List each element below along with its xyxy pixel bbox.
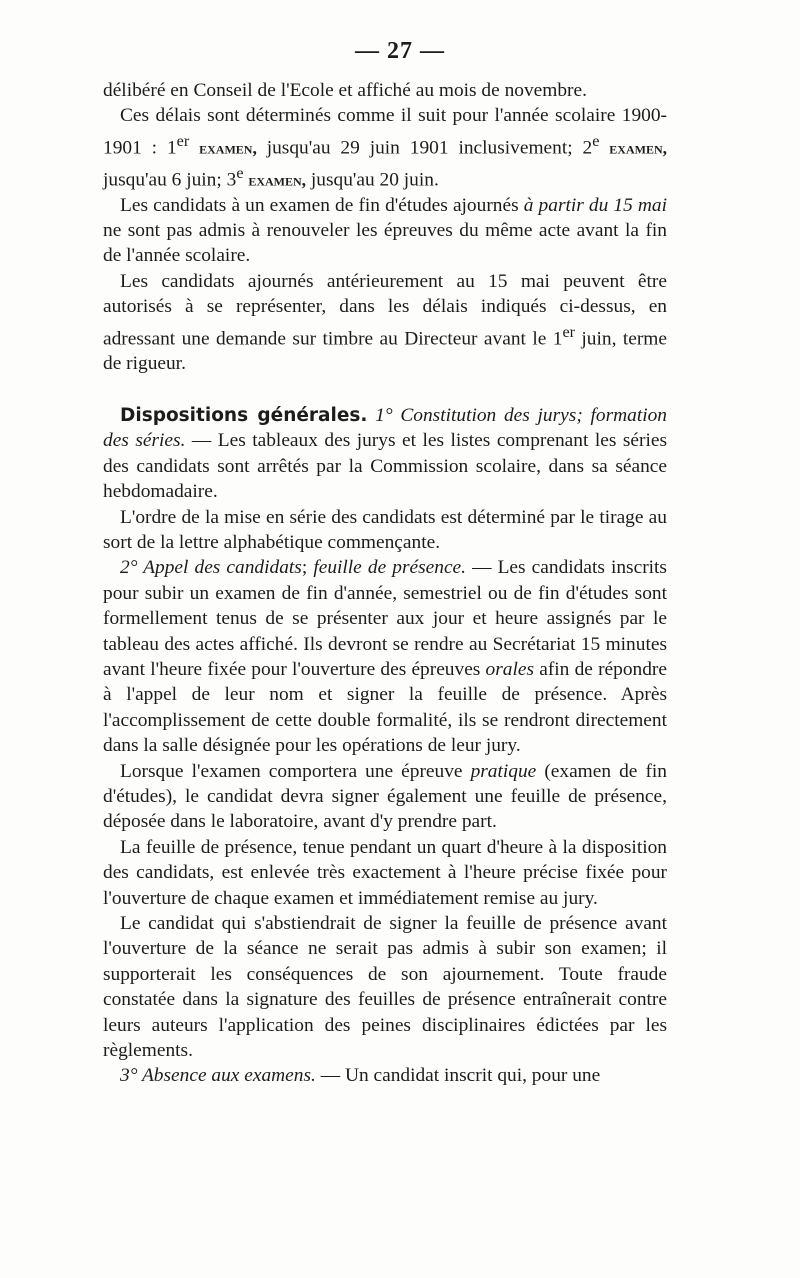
p3-text-b: ne sont pas admis à renouveler les épreuves du même acte avant la fin de l'année scolaire. — [103, 219, 667, 267]
paragraph-11 — [103, 1063, 667, 1088]
p5-text-b: — Les tableaux des jurys et les listes comprenant les séries des candidats sont arrêtés par la Commission scolaire, dans sa séance hebdomadaire. — [103, 430, 667, 503]
p2-examen-3: examen, — [248, 169, 307, 190]
p4-sup: er — [562, 323, 575, 341]
p7-italic-2: feuille de présence. — [313, 557, 467, 579]
p7-italic-3: orales — [485, 658, 535, 680]
p7-text-b: afin de répondre à l'appel de leur nom et signer la feuille de présence. Après l'accomplissement de cette double formalité, ils se rendront directement dans la salle désignée pour les opérations de leur jury. — [103, 658, 667, 757]
paragraph-3 — [103, 193, 667, 269]
p3-text-a: Les candidats à un examen de fin d'études ajournés — [120, 194, 524, 216]
p2-sup-2: e — [592, 132, 600, 150]
paragraph-6: L'ordre de la mise en série des candidats est déterminé par le tirage au sort de la lettre alphabétique commençante. — [103, 506, 667, 553]
p2-sup-3: e — [236, 164, 244, 182]
p7-sep: ; — [301, 557, 314, 579]
p4-text-a: Les candidats ajournés antérieurement au 15 mai peuvent être autorisés à se représenter, dans les délais indiqués ci-dessus, en adressant une demande sur timbre au Directeur avant le 1 — [103, 270, 667, 350]
p4-text-b: juin, terme de rigueur. — [103, 328, 667, 375]
p2-text-b: jusqu'au 29 juin 1901 inclusivement; 2 — [256, 137, 593, 159]
p2-text-c: jusqu'au 6 juin; 3 — [103, 169, 237, 191]
p2-text-d: jusqu'au 20 juin. — [306, 169, 439, 191]
paragraph-4 — [103, 269, 667, 377]
p7-italic-1: 2° Appel des candidats — [120, 557, 302, 579]
paragraph-9: La feuille de présence, tenue pendant un quart d'heure à la disposition des candidats, est enlevée très exactement à l'heure précise fixée pour l'ouverture de chaque examen et immédiatement remise au jury. — [103, 836, 667, 909]
paragraph-7 — [103, 555, 667, 758]
p2-examen-1: examen, — [199, 137, 257, 158]
paragraph-8 — [103, 759, 667, 835]
p8-italic: pratique — [470, 760, 537, 782]
paragraph-2 — [103, 103, 667, 192]
paragraph-5 — [103, 403, 667, 505]
p2-sup-1: er — [176, 132, 190, 150]
p5-italic: 1° Constitution des jurys; formation des séries. — [103, 404, 667, 452]
paragraph-1: délibéré en Conseil de l'Ecole et affiché au mois de novembre. — [103, 80, 587, 101]
p7-text-a: — Les candidats inscrits pour subir un examen de fin d'année, semestriel ou de fin d'études sont formellement tenus de se présenter aux jour et heure assignés par le tableau des actes affiché. Ils devront se rendre au Secrétariat 15 minutes avant l'heure fixée pour l'ouverture des épreuves — [103, 557, 667, 680]
p8-text-a: Lorsque l'examen comportera une épreuve — [120, 760, 471, 782]
section-heading: Dispositions générales. — [120, 404, 368, 426]
p2-text-a: Ces délais sont déterminés comme il suit pour l'année scolaire 1900-1901 : 1 — [103, 105, 667, 159]
p11-text-a: — Un candidat inscrit qui, pour une — [315, 1065, 601, 1087]
p3-italic: à partir du 15 mai — [523, 194, 667, 216]
body-text — [103, 78, 667, 1089]
p2-examen-2: examen, — [609, 137, 667, 158]
section-spacer — [103, 377, 667, 403]
page-number: — 27 — — [355, 38, 445, 64]
p8-text-b: (examen de fin d'études), le candidat devra signer également une feuille de présence, déposée dans le laboratoire, avant d'y prendre part. — [103, 760, 667, 833]
paragraph-10: Le candidat qui s'abstiendrait de signer la feuille de présence avant l'ouverture de la séance ne serait pas admis à subir son examen; il supporterait les conséquences de son ajournement. Toute fraude constatée dans la signature des feuilles de présence entraînerait contre leurs auteurs l'application des peines disciplinaires édictées par les règlements. — [103, 913, 667, 1062]
p11-italic: 3° Absence aux examens. — [120, 1065, 316, 1087]
